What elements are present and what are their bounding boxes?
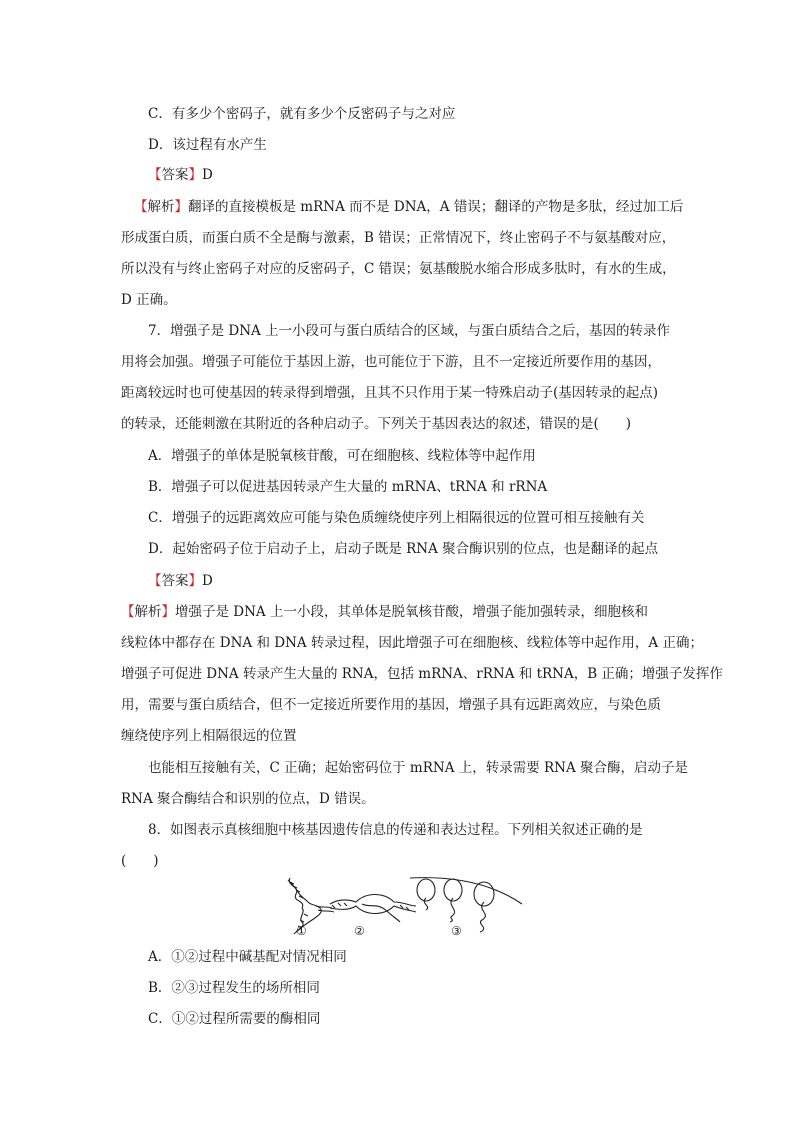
analysis-bracket-close: 】 <box>161 604 175 620</box>
q6-option-c: C．有多少个密码子，就有多少个反密码子与之对应 <box>148 106 456 122</box>
q7-analysis-line-4: 用，需要与蛋白质结合，但不一定接近所要作用的基因，增强子具有远距离效应，与染色质 <box>121 697 661 713</box>
q7-analysis-line-2: 线粒体中都存在 DNA 和 DNA 转录过程，因此增强子可在细胞核、线粒体等中起作用，A 正确； <box>121 635 703 651</box>
answer-tag: 答案 <box>161 167 189 183</box>
figure-label-2: ② <box>354 924 365 938</box>
replication-diagram <box>288 878 334 934</box>
q7-analysis-line-3: 增强子可促进 DNA 转录产生大量的 RNA，包括 mRNA、rRNA 和 tRNA，B 正确；增强子发挥作 <box>121 666 723 682</box>
q7-stem-line-2: 用将会加强。增强子可能位于基因上游，也可能位于下游，且不一定接近所要作用的基因， <box>121 354 661 370</box>
q8-option-a: A．①②过程中碱基配对情况相同 <box>148 949 347 965</box>
figure-label-1: ① <box>296 924 307 938</box>
q8-option-b: B．②③过程发生的场所相同 <box>148 980 320 996</box>
q7-stem-line-3: 距离较远时也可使基因的转录得到增强，且其不只作用于某一特殊启动子(基因转录的起点) <box>121 385 659 401</box>
q6-analysis-line-2: 形成蛋白质，而蛋白质不全是酶与激素，B 错误；正常情况下，终止密码子不与氨基酸对应， <box>121 230 676 246</box>
q6-analysis-line-4: D 正确。 <box>121 292 177 308</box>
analysis-text: 翻译的直接模板是 mRNA 而不是 DNA，A 错误；翻译的产物是多肽，经过加工后 <box>188 199 684 215</box>
q6-analysis-line-3: 所以没有与终止密码子对应的反密码子，C 错误；氨基酸脱水缩合形成多肽时，有水的生成， <box>121 261 676 277</box>
q6-answer <box>148 165 213 185</box>
answer-bracket-open: 【 <box>148 167 162 183</box>
q7-option-c: C．增强子的远距离效应可能与染色质缠绕使序列上相隔很远的位置可相互接触有关 <box>148 510 645 526</box>
analysis-bracket-close: 】 <box>174 199 188 215</box>
figure-label-3: ③ <box>451 924 462 938</box>
answer-bracket-close: 】 <box>188 573 202 589</box>
q8-stem-line-1: 8．如图表示真核细胞中核基因遗传信息的传递和表达过程。下列相关叙述正确的是 <box>148 822 643 838</box>
analysis-tag: 解析 <box>134 604 162 620</box>
q8-option-c: C．①②过程所需要的酶相同 <box>148 1011 321 1027</box>
answer-value: D <box>202 573 213 589</box>
answer-value: D <box>202 167 213 183</box>
q7-analysis-line-7: RNA 聚合酶结合和识别的位点，D 错误。 <box>121 791 375 807</box>
answer-tag: 答案 <box>161 573 189 589</box>
analysis-bracket-open: 【 <box>121 604 135 620</box>
analysis-tag: 解析 <box>147 199 175 215</box>
answer-bracket-open: 【 <box>148 573 162 589</box>
translation-diagram <box>410 878 522 932</box>
q7-analysis-line-1 <box>121 602 677 622</box>
q7-answer <box>148 571 213 591</box>
q7-option-b: B．增强子可以促进基因转录产生大量的 mRNA、tRNA 和 rRNA <box>148 479 548 495</box>
q7-stem-line-1: 7．增强子是 DNA 上一小段可与蛋白质结合的区域，与蛋白质结合之后，基因的转录作 <box>148 323 671 339</box>
answer-bracket-close: 】 <box>188 167 202 183</box>
analysis-bracket-open: 【 <box>134 199 148 215</box>
transcription-diagram <box>330 895 416 923</box>
q6-option-d: D．该过程有水产生 <box>148 137 267 153</box>
q7-option-a: A．增强子的单体是脱氧核苷酸，可在细胞核、线粒体等中起作用 <box>148 448 536 464</box>
q7-analysis-line-6: 也能相互接触有关，C 正确；起始密码位于 mRNA 上，转录需要 RNA 聚合酶，启动子是 <box>148 760 689 776</box>
q6-analysis-line-1 <box>134 197 683 217</box>
q7-analysis-line-5: 缠绕使序列上相隔很远的位置 <box>121 728 297 744</box>
q7-stem-line-4: 的转录，还能刺激在其附近的各种启动子。下列关于基因表达的叙述，错误的是( ) <box>121 416 632 432</box>
analysis-text: 增强子是 DNA 上一小段，其单体是脱氧核苷酸，增强子能加强转录，细胞核和 <box>175 604 648 620</box>
q8-stem-line-2: ( ) <box>121 853 159 869</box>
q7-option-d: D．起始密码子位于启动子上，启动子既是 RNA 聚合酶识别的位点，也是翻译的起点 <box>148 541 659 557</box>
